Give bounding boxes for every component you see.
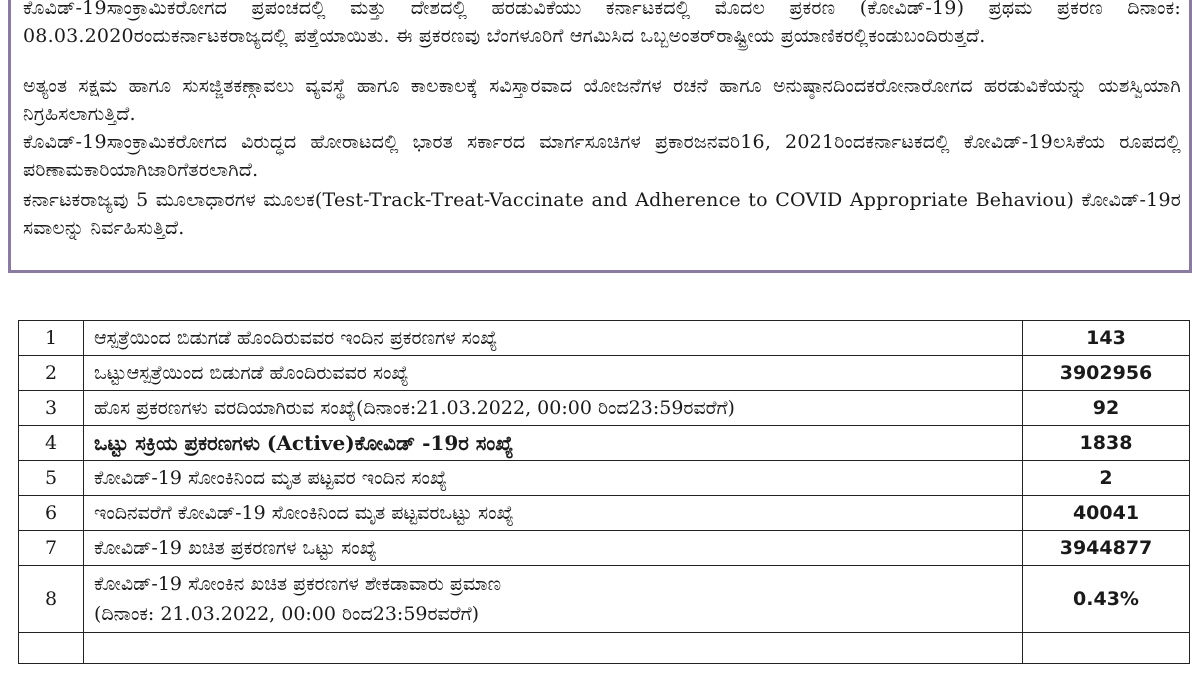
info-box xyxy=(8,0,1192,273)
row-number: 7 xyxy=(19,531,84,566)
row-value: 143 xyxy=(1023,321,1190,356)
row-value: 1838 xyxy=(1023,426,1190,461)
row-description: ಆಸ್ಪತ್ರೆಯಿಂದ ಬಿಡುಗಡೆ ಹೊಂದಿರುವವರ ಇಂದಿನ ಪ್ರಕರಣಗಳ ಸಂಖ್ಯೆ xyxy=(84,321,1023,356)
info-paragraph-4: ಕರ್ನಾಟಕರಾಜ್ಯವು 5 ಮೂಲಾಧಾರಗಳ ಮೂಲಕ(Test-Track-Treat-Vaccinate and Adherence to COVID Appropriate Behaviou) ಕೋವಿಡ್-19ರ ಸವಾಲನ್ನು ನಿರ್ವಹಿಸುತ್ತಿದೆ. xyxy=(23,189,1181,239)
row-value: 3944877 xyxy=(1023,531,1190,566)
row-number: 6 xyxy=(19,496,84,531)
row-description-partial xyxy=(84,633,1023,664)
row-number: 4 xyxy=(19,426,84,461)
row-description: ಹೊಸ ಪ್ರಕರಣಗಳು ವರದಿಯಾಗಿರುವ ಸಂಖ್ಯೆ(ದಿನಾಂಕ:21.03.2022, 00:00 ರಿಂದ23:59ರವರೆಗೆ) xyxy=(84,391,1023,426)
row-value-partial xyxy=(1023,633,1190,664)
row-number: 3 xyxy=(19,391,84,426)
row-number-partial xyxy=(19,633,84,664)
row-value: 3902956 xyxy=(1023,356,1190,391)
row-description: ಒಟ್ಟು ಸಕ್ರಿಯ ಪ್ರಕರಣಗಳು (Active)ಕೋವಿಡ್ -19ರ ಸಂಖ್ಯೆ xyxy=(84,426,1023,461)
table-row xyxy=(19,391,1190,426)
row-value: 40041 xyxy=(1023,496,1190,531)
row-description-line-1: ಕೋವಿಡ್-19 ಸೋಂಕಿನ ಖಚಿತ ಪ್ರಕರಣಗಳ ಶೇಕಡಾವಾರು ಪ್ರಮಾಣ xyxy=(94,573,502,595)
info-paragraph-3: ಕೊವಿಡ್-19ಸಾಂಕ್ರಾಮಿಕರೋಗದ ವಿರುದ್ಧದ ಹೋರಾಟದಲ್ಲಿ ಭಾರತ ಸರ್ಕಾರದ ಮಾರ್ಗಸೂಚಿಗಳ ಪ್ರಕಾರಜನವರಿ16, 2021ರಿಂದಕರ್ನಾಟಕದಲ್ಲಿ ಕೋವಿಡ್-19ಲಸಿಕೆಯ ರೂಪದಲ್ಲಿ ಪರಿಣಾಮಕಾರಿಯಾಗಿಜಾರಿಗೆತರಲಾಗಿದೆ. xyxy=(23,131,1181,181)
row-number: 2 xyxy=(19,356,84,391)
row-description-line-2: (ದಿನಾಂಕ: 21.03.2022, 00:00 ರಿಂದ23:59ರವರೆಗೆ) xyxy=(94,603,480,625)
table-row xyxy=(19,461,1190,496)
covid-stats-table xyxy=(18,320,1190,664)
row-value: 92 xyxy=(1023,391,1190,426)
row-number: 1 xyxy=(19,321,84,356)
table-row xyxy=(19,321,1190,356)
row-description: ಒಟ್ಟುಆಸ್ಪತ್ರೆಯಿಂದ ಬಿಡುಗಡೆ ಹೊಂದಿರುವವರ ಸಂಖ್ಯೆ xyxy=(84,356,1023,391)
info-paragraph-2: ಅತ್ಯಂತ ಸಕ್ಷಮ ಹಾಗೂ ಸುಸಜ್ಜಿತಕಣ್ಗಾವಲು ವ್ಯವಸ್ಥೆ ಹಾಗೂ ಕಾಲಕಾಲಕ್ಕೆ ಸವಿಸ್ತಾರವಾದ ಯೋಜನೆಗಳ ರಚನೆ ಹಾಗೂ ಅನುಷ್ಠಾನದಿಂದಕರೋನಾರೋಗದ ಹರಡುವಿಕೆಯನ್ನು ಯಶಸ್ವಿಯಾಗಿ ನಿಗ್ರಹಿಸಲಾಗುತ್ತಿದೆ. xyxy=(23,75,1181,125)
row-description xyxy=(84,566,1023,633)
row-value: 0.43% xyxy=(1023,566,1190,633)
table-row xyxy=(19,566,1190,633)
row-description: ಕೋವಿಡ್-19 ಸೋಂಕಿನಿಂದ ಮೃತ ಪಟ್ಟವರ ಇಂದಿನ ಸಂಖ್ಯೆ xyxy=(84,461,1023,496)
table-row xyxy=(19,531,1190,566)
table-row xyxy=(19,496,1190,531)
row-description: ಇಂದಿನವರೆಗೆ ಕೋವಿಡ್-19 ಸೋಂಕಿನಿಂದ ಮೃತ ಪಟ್ಟವರಒಟ್ಟು ಸಂಖ್ಯೆ xyxy=(84,496,1023,531)
row-number: 5 xyxy=(19,461,84,496)
row-description: ಕೋವಿಡ್-19 ಖಚಿತ ಪ್ರಕರಣಗಳ ಒಟ್ಟು ಸಂಖ್ಯೆ xyxy=(84,531,1023,566)
table-row xyxy=(19,356,1190,391)
table-row xyxy=(19,426,1190,461)
row-value: 2 xyxy=(1023,461,1190,496)
row-number: 8 xyxy=(19,566,84,633)
info-paragraph-1: ಕೊವಿಡ್-19ಸಾಂಕ್ರಾಮಿಕರೋಗದ ಪ್ರಪಂಚದಲ್ಲಿ ಮತ್ತು ದೇಶದಲ್ಲಿ ಹರಡುವಿಕೆಯು ಕರ್ನಾಟಕದಲ್ಲಿ ಮೊದಲ ಪ್ರಕರಣ (ಕೋವಿಡ್-19) ಪ್ರಥಮ ಪ್ರಕರಣ ದಿನಾಂಕ: 08.03.2020ರಂದುಕರ್ನಾಟಕರಾಜ್ಯದಲ್ಲಿ ಪತ್ತೆಯಾಯಿತು. ಈ ಪ್ರಕರಣವು ಬೆಂಗಳೂರಿಗೆ ಆಗಮಿಸಿದ ಒಬ್ಬಅಂತರ್‌ರಾಷ್ಟ್ರೀಯ ಪ್ರಯಾಣಿಕರಲ್ಲಿಕಂಡುಬಂದಿರುತ್ತದೆ. xyxy=(23,0,1181,47)
table-row-partial xyxy=(19,633,1190,664)
